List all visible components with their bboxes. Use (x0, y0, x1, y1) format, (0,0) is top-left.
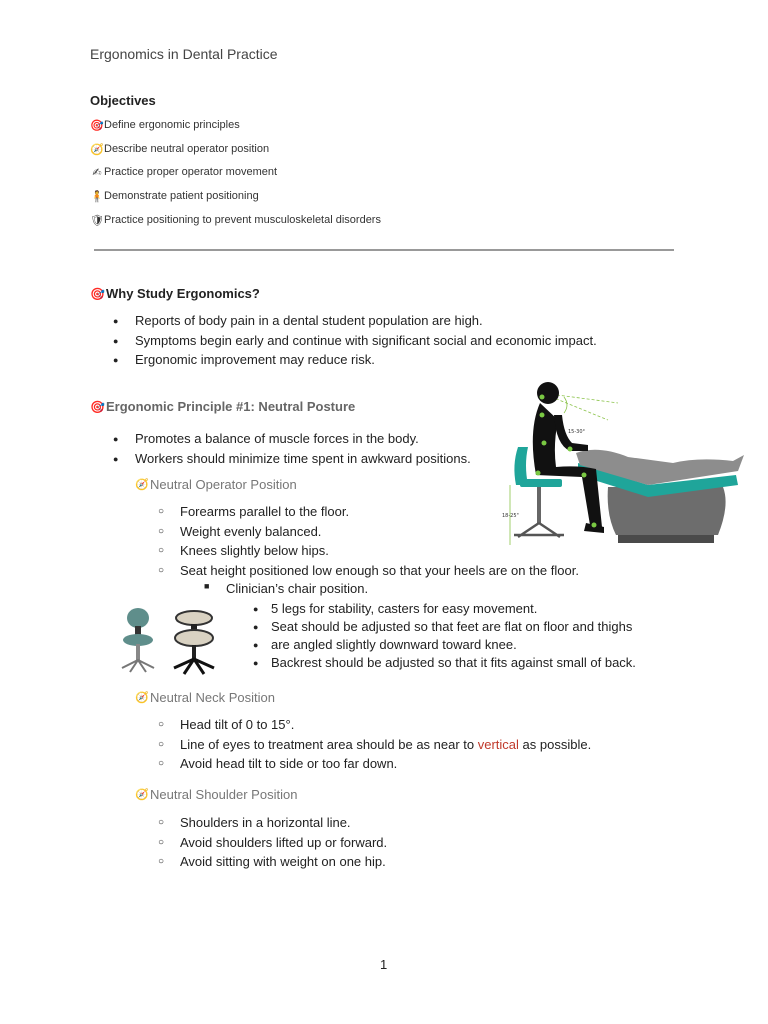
target-icon: 🎯 (90, 120, 104, 132)
objective-text: Describe neutral operator position (104, 142, 270, 155)
target-icon: 🎯 (90, 399, 105, 414)
list-item: ○ Avoid shoulders lifted up or forward. (180, 834, 387, 854)
chair-list (271, 600, 636, 672)
list-item (180, 736, 591, 756)
why-heading (90, 286, 260, 301)
operator-heading-text: Neutral Operator Position (150, 477, 297, 492)
list-item: ○ Avoid sitting with weight on one hip. (180, 853, 387, 873)
target-icon: 🎯 (90, 286, 105, 301)
objective-item (90, 214, 381, 238)
objective-item (90, 190, 381, 214)
operator-head (537, 382, 559, 404)
list-item: ● Workers should minimize time spent in awkward positions. (135, 450, 471, 470)
person-standing-icon: 🧍 (90, 191, 104, 204)
compass-icon: 🧭 (90, 143, 104, 156)
chair-position-item: ■ Clinician’s chair position. (226, 581, 368, 596)
objective-text: Practice proper operator movement (104, 166, 278, 179)
why-bullet-list (135, 312, 597, 371)
list-item: ○ Head tilt of 0 to 15°. (180, 716, 591, 736)
shoulder-heading-text: Neutral Shoulder Position (150, 787, 298, 802)
shield-icon: 🛡 (90, 214, 104, 227)
list-item: ○ Seat height positioned low enough so that your heels are on the floor. (180, 562, 579, 582)
neck-position-heading (135, 690, 275, 705)
seat-height-label: 18-25" (502, 513, 519, 519)
shoulder-position-heading (135, 787, 297, 802)
objective-text: Practice positioning to prevent musculoskeletal disorders (104, 213, 381, 226)
shoulder-list (180, 814, 387, 873)
objective-item (90, 166, 381, 190)
objectives-heading: Objectives (90, 93, 156, 108)
list-item: ● Seat should be adjusted so that feet are flat on floor and thighs (271, 618, 636, 636)
neck-heading-text: Neutral Neck Position (150, 690, 275, 705)
objective-item (90, 119, 381, 143)
list-item: ○ Avoid head tilt to side or too far down. (180, 755, 591, 775)
list-item: ● Reports of body pain in a dental student population are high. (135, 312, 597, 332)
list-item: ● 5 legs for stability, casters for easy movement. (271, 600, 636, 618)
list-item: ● Symptoms begin early and continue with significant social and economic impact. (135, 332, 597, 352)
list-item-continuation: ● are angled slightly downward toward knee. (271, 636, 636, 654)
list-item: ○ Weight evenly balanced. (180, 523, 579, 543)
list-item: ● Backrest should be adjusted so that it fits against small of back. (271, 654, 636, 672)
list-item: ○ Shoulders in a horizontal line. (180, 814, 387, 834)
writing-hand-icon: ✍ (92, 167, 102, 180)
neck-list (180, 716, 591, 775)
list-item: ○ Knees slightly below hips. (180, 542, 579, 562)
list-item: ○ Forearms parallel to the floor. (180, 503, 579, 523)
objective-item (90, 143, 381, 167)
neutral-posture-illustration (498, 375, 752, 551)
list-item: ● Promotes a balance of muscle forces in the body. (135, 430, 471, 450)
why-heading-text: Why Study Ergonomics? (106, 286, 260, 301)
objective-text: Define ergonomic principles (104, 119, 240, 131)
principle1-heading (90, 399, 355, 414)
objectives-list (90, 119, 381, 237)
compass-icon: 🧭 (135, 691, 149, 704)
principle1-heading-text: Ergonomic Principle #1: Neutral Posture (106, 399, 356, 414)
horizontal-rule (94, 249, 674, 251)
page-number: 1 (380, 957, 388, 972)
list-item: ● Ergonomic improvement may reduce risk. (135, 351, 597, 371)
vertical-highlight: vertical (477, 736, 519, 752)
neck-item2-tail: as possible. (518, 736, 592, 752)
document-title: Ergonomics in Dental Practice (90, 46, 278, 62)
angle-label: 15-30° (568, 429, 586, 435)
clinician-chairs-image (112, 602, 226, 676)
principle1-bullet-list (135, 430, 471, 469)
operator-position-heading (135, 477, 297, 492)
neck-item2-text: Line of eyes to treatment area should be as near to (180, 736, 478, 752)
objective-text: Demonstrate patient positioning (104, 190, 259, 203)
compass-icon: 🧭 (135, 788, 149, 801)
compass-icon: 🧭 (135, 478, 149, 491)
